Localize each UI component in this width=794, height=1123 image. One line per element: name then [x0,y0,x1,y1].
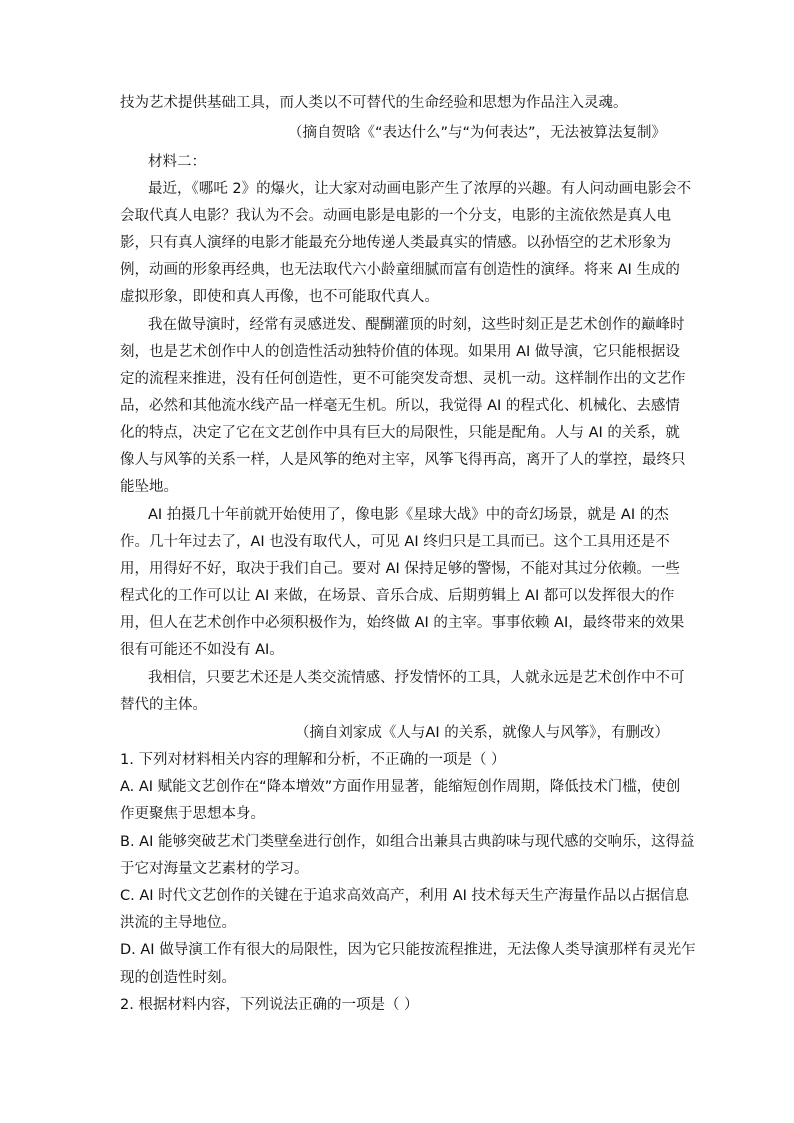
text-line: 我在做导演时，经常有灵感迸发、醍醐灌顶的时刻，这些时刻正是艺术创作的巅峰时 [148,317,685,333]
question-2: 2. 根据材料内容，下列说法正确的一项是（ ） [120,997,419,1013]
option-a-cont: 作更聚焦于思想本身。 [120,806,265,822]
text-line: 影，只有真人演绎的电影才能最充分地传递人类最真实的情感。以孙悟空的艺术形象为 [120,235,671,251]
option-b: B. AI 能够突破艺术门类壁垒进行创作，如组合出兼具古典韵味与现代感的交响乐，这得益 [120,834,695,850]
text-line: 最近，《哪吒 2》的爆火，让大家对动画电影产生了浓厚的兴趣。有人问动画电影会不 [148,181,692,197]
option-a: A. AI 赋能文艺创作在“降本增效”方面作用显著，能缩短创作周期，降低技术门槛，使创 [120,779,681,795]
text-line: 作。几十年过去了，AI 也没有取代人，可见 AI 终归只是工具而已。这个工具用还是不 [120,534,670,550]
text-line: 能坠地。 [120,479,178,495]
text-line: 刻，也是艺术创作中人的创造性活动独特价值的体现。如果用 AI 做导演，它只能根据设 [120,344,680,360]
text-line: 虚拟形象，即使和真人再像，也不可能取代真人。 [120,289,439,305]
text-line: 例，动画的形象再经典，也无法取代六小龄童细腻而富有创造性的演绎。将来 AI 生成的 [120,262,680,278]
option-d: D. AI 做导演工作有很大的局限性，因为它只能按流程推进，无法像人类导演那样有灵光乍 [120,942,696,958]
text-line: 用，用得好不好，取决于我们自己。要对 AI 保持足够的警惕，不能对其过分依赖。一些 [120,561,680,577]
text-line: 用，但人在艺术创作中必须积极作为，始终做 AI 的主宰。事事依赖 AI，最终带来的效果 [120,615,685,631]
option-d-cont: 现的创造性时刻。 [120,970,236,986]
option-c-cont: 洪流的主导地位。 [120,915,236,931]
option-b-cont: 于它对海量文艺素材的学习。 [120,861,309,877]
text-line: 会取代真人电影？我认为不会。动画电影是电影的一个分支，电影的主流依然是真人电 [120,208,671,224]
text-line: 品，必然和其他流水线产品一样毫无生机。所以，我觉得 AI 的程式化、机械化、去感情 [120,398,680,414]
text-line: 我相信，只要艺术还是人类交流情感、抒发情怀的工具，人就永远是艺术创作中不可 [148,670,685,686]
text-line: 技为艺术提供基础工具，而人类以不可替代的生命经验和思想为作品注入灵魂。 [120,95,628,111]
text-line: 替代的主体。 [120,697,207,713]
text-line: 定的流程来推进，没有任何创造性，更不可能突发奇想、灵机一动。这样制作出的文艺作 [120,371,686,387]
source-citation: （摘自贺晗《“表达什么”与“为何表达”，无法被算法复制》 [287,125,666,141]
section-heading: 材料二： [148,154,206,170]
text-line: 化的特点，决定了它在文艺创作中具有巨大的局限性，只能是配角。人与 AI 的关系，就 [120,425,680,441]
text-line: AI 拍摄几十年前就开始使用了，像电影《星球大战》中的奇幻场景，就是 AI 的杰 [148,507,669,523]
option-c: C. AI 时代文艺创作的关键在于追求高效高产，利用 AI 技术每天生产海量作品以占据信息 [120,888,690,904]
text-line: 很有可能还不如没有 AI。 [120,642,284,658]
question-1: 1. 下列对材料相关内容的理解和分析，不正确的一项是（ ） [120,752,506,768]
text-line: 程式化的工作可以让 AI 来做，在场景、音乐合成、后期剪辑上 AI 都可以发挥很大的作 [120,588,675,604]
text-line: 像人与风筝的关系一样，人是风筝的绝对主宰，风筝飞得再高，离开了人的掌控，最终只 [120,452,686,468]
source-citation: （摘自刘家成《人与AI 的关系，就像人与风筝》，有删改） [294,725,669,741]
